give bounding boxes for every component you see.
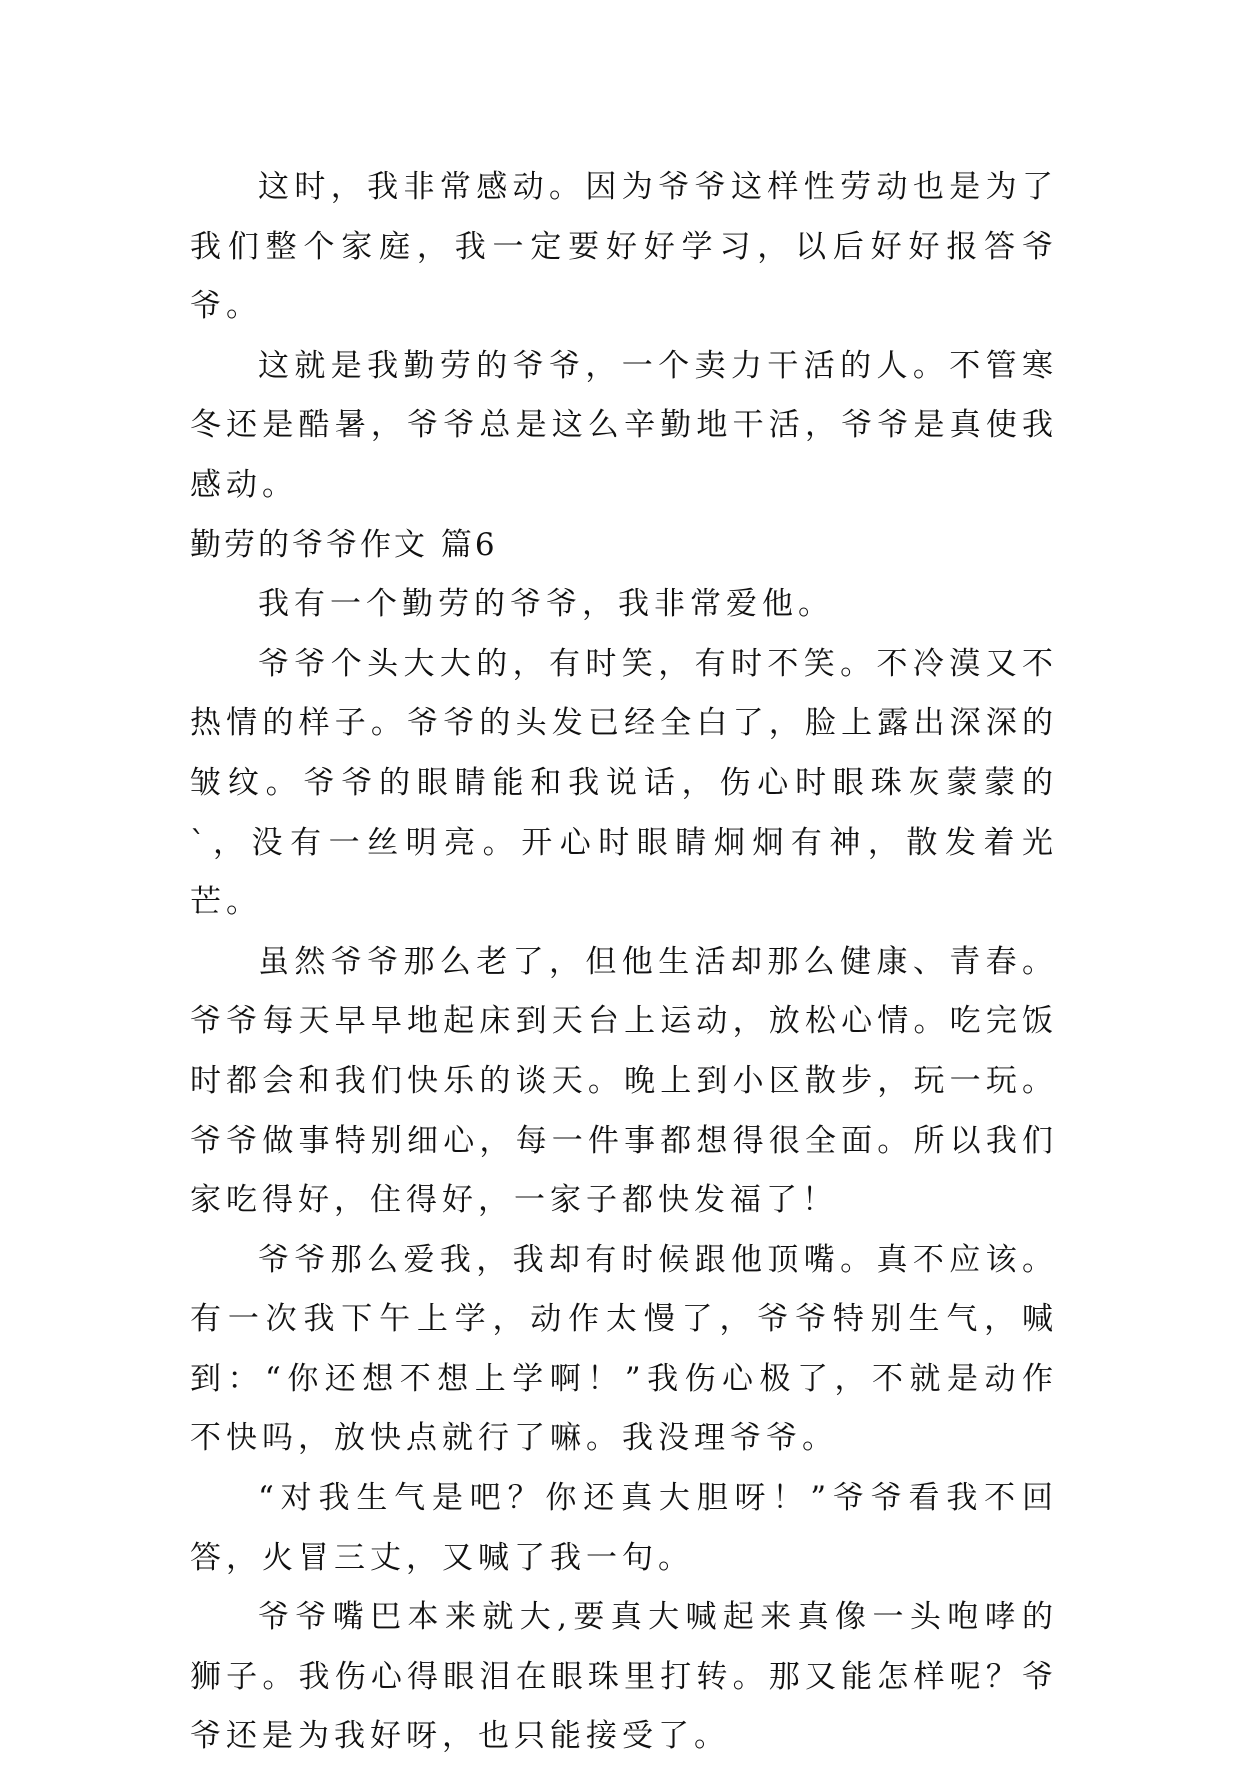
document-page <box>190 158 1058 1767</box>
paragraph: 虽然爷爷那么老了，但他生活却那么健康、青春。爷爷每天早早地起床到天台上运动，放松心情。吃完饭时都会和我们快乐的谈天。晚上到小区散步，玩一玩。爷爷做事特别细心，每一件事都想得很全面。所以我们家吃得好，住得好，一家子都快发福了！ <box>190 943 1058 1219</box>
paragraph: “对我生气是吧？你还真大胆呀！”爷爷看我不回答，火冒三丈，又喊了我一句。 <box>190 1480 1058 1576</box>
paragraph: 爷爷那么爱我，我却有时候跟他顶嘴。真不应该。有一次我下午上学，动作太慢了，爷爷特别生气，喊到：“你还想不想上学啊！”我伤心极了，不就是动作不快吗，放快点就行了嘛。我没理爷爷。 <box>190 1241 1058 1457</box>
paragraph: 我有一个勤劳的爷爷，我非常爱他。 <box>258 586 834 623</box>
paragraph: 这时，我非常感动。因为爷爷这样性劳动也是为了我们整个家庭，我一定要好好学习，以后好好报答爷爷。 <box>190 169 1058 325</box>
paragraph: 爷爷个头大大的，有时笑，有时不笑。不冷漠又不热情的样子。爷爷的头发已经全白了，脸上露出深深的皱纹。爷爷的眼睛能和我说话，伤心时眼珠灰蒙蒙的`，没有一丝明亮。开心时眼睛炯炯有神，散发着光芒。 <box>190 645 1058 921</box>
section-heading: 勤劳的爷爷作文 篇6 <box>190 526 498 563</box>
paragraph: 爷爷嘴巴本来就大,要真大喊起来真像一头咆哮的狮子。我伤心得眼泪在眼珠里打转。那又能怎样呢？爷爷还是为我好呀，也只能接受了。 <box>190 1599 1058 1755</box>
paragraph: 这就是我勤劳的爷爷，一个卖力干活的人。不管寒冬还是酷暑，爷爷总是这么辛勤地干活，爷爷是真使我感动。 <box>190 347 1058 503</box>
